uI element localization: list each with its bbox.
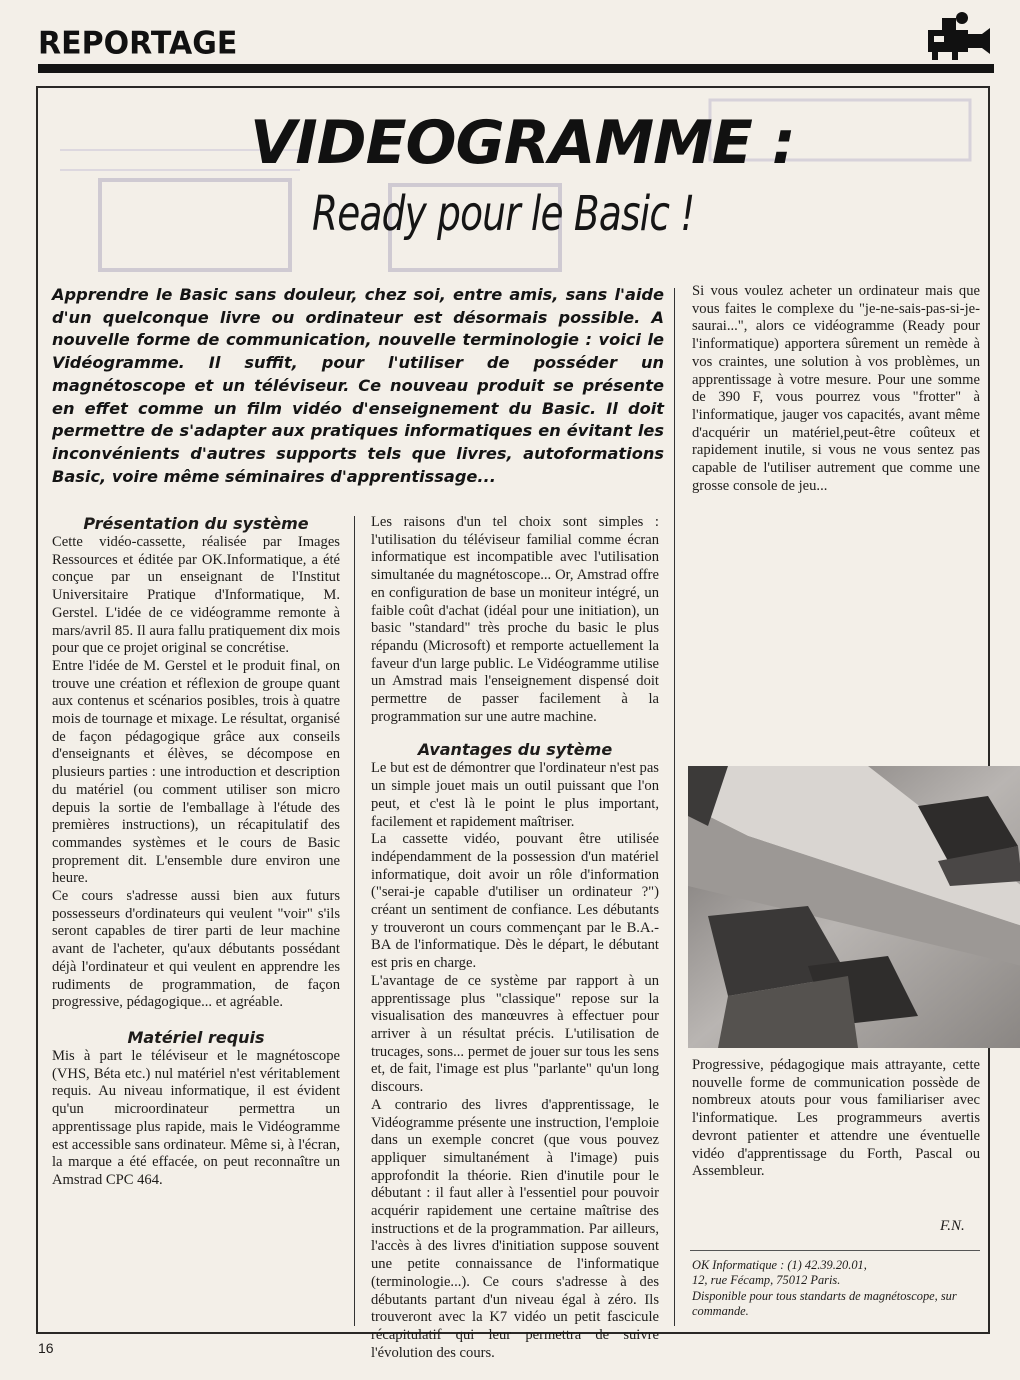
address-line: OK Informatique : (1) 42.39.20.01, xyxy=(692,1258,867,1272)
column-2 xyxy=(371,514,659,1362)
section-label: REPORTAGE xyxy=(38,25,238,62)
header-rule xyxy=(38,64,994,73)
page-number: 16 xyxy=(38,1340,54,1356)
column-rule xyxy=(674,288,675,1326)
video-camera-icon xyxy=(922,8,992,60)
column-3 xyxy=(692,283,980,495)
column-rule xyxy=(354,516,355,1326)
paragraph: Cette vidéo-cassette, réalisée par Images Ressources et éditée par OK.Informatique, a été conçue par un enseignant de l'Institut Universitaire Pratique d'Informatique, M. Gerstel. L'idée de ce vidéogramme remonte à mars/avril 85. Il aura fallu pratiquement dix mois pour que ce projet original se concrétise. xyxy=(52,534,340,657)
section-heading-materiel: Matériel requis xyxy=(127,1027,265,1047)
paragraph: Si vous voulez acheter un ordinateur mais que vous faites le complexe du "je-ne-sais-pas-si-je-saurai...", alors ce vidéogramme (Ready pour l'informatique) apportera sûrement un remède à vos craintes, une solution à vos problèmes, un apprentissage à votre mesure. Pour une somme de 390 F, vous pourrez vous "frotter" à l'informatique, jauger vos capacités, avant même d'acquérir un matériel,peut-être coûteux et rapidement inutile, si vous ne vous sentez pas capable de l'utiliser autrement que comme une grosse console de jeu... xyxy=(692,283,980,494)
section-heading-avantages: Avantages du sytème xyxy=(417,740,613,760)
paragraph: Les raisons d'un tel choix sont simples : l'utilisation du téléviseur familial comme écran informatique est incompatible avec l'utilisation simultanée du magnétoscope... Or, Amstrad offre en configuration de base un moniteur intégré, un faible coût d'achat (idéal pour une initiation), un basic "standard" très proche du basic le plus répandu (Microsoft) et remporte actuellement la faveur d'un large public. Le Vidéogramme utilise un Amstrad mais l'enseignement dispensé doit permettre de passer facilement à la programmation sur une autre machine. xyxy=(371,514,659,725)
column-3-bottom xyxy=(692,1057,980,1181)
section-heading-presentation: Présentation du système xyxy=(83,514,309,533)
paragraph: A contrario des livres d'apprentissage, le Vidéogramme présente une instruction, l'emploie dans un exemple concret (que vous pouvez appliquer simultanément à l'image) puis approfondit la théorie. Rien d'inutile pour le débutant : il faut aller à l'essentiel pour pouvoir acquérir rapidement une certaine maîtrise des instructions et de la programmation. Par ailleurs, l'accès à des livres d'initiation suppose souvent une petite connaissance de l'informatique (terminologie...). Ce cours s'adresse à des débutants partant d'un niveau égal à zéro. Ils trouveront avec la K7 vidéo un petit fascicule récapitulatif qui leur permettra de suivre l'évolution des cours. xyxy=(371,1096,659,1361)
paragraph: Ce cours s'adresse aussi bien aux futurs possesseurs d'ordinateurs qui veulent "voir" s'ils seront capables de tirer parti de leur machine avant de l'acheter, qu'aux débutants possédant déjà l'ordinateur et qui veulent en apprendre les rudiments de programmation, de façon progressive, pédagogique... et agréable. xyxy=(52,888,340,1011)
paragraph: La cassette vidéo, pouvant être utilisée indépendamment de la possession d'un matériel informatique, doit avoir un rôle d'information ("serai-je capable d'utiliser un ordinateur ?") créant un sentiment de confiance. Les débutants y trouveront un cours commençant par le B.A.-BA de l'informatique. Dès le départ, le débutant est pris en charge. xyxy=(371,831,659,972)
address-line: Disponible pour tous standarts de magnétoscope, sur commande. xyxy=(692,1288,957,1319)
article-subtitle: Ready pour le Basic ! xyxy=(312,186,695,242)
author-signature: F.N. xyxy=(940,1218,965,1234)
address-rule xyxy=(690,1250,980,1251)
column-1 xyxy=(52,514,340,1190)
article-intro: Apprendre le Basic sans douleur, chez soi, entre amis, sans l'aide d'un quelconque livre ou ordinateur est désormais possible. A nouvelle forme de communication, nouvelle terminologie : voici le Vidéogramme. Il suffit, pour l'utiliser de posséder un magnétoscope et un téléviseur. Ce nouveau produit se présente en effet comme un film vidéo d'enseignement du Basic. Il doit permettre de s'adapter aux pratiques informatiques en évitant les inconvénients d'autres supports tels que livres, autoformations Basic, voire même séminaires d'apprentissage... xyxy=(52,285,664,486)
paragraph: L'avantage de ce système par rapport à un apprentissage plus "classique" repose sur la visualisation des manœuvres à effectuer pour arriver à un résultat précis. L'utilisation de trucages, sons... permet de jouer sur tous les sens et, de fait, l'image est plus "parlante" qu'un long discours. xyxy=(371,972,659,1096)
paragraph: Le but est de démontrer que l'ordinateur n'est pas un simple jouet mais un outil puissant que l'on peut, et c'est là le point le plus important, facilement et rapidement maîtriser. xyxy=(371,760,659,830)
keyboard-photo xyxy=(688,766,1020,1048)
publisher-address xyxy=(692,1258,988,1320)
paragraph: Entre l'idée de M. Gerstel et le produit final, on trouve une création et réflexion de groupe quant aux contenus et scénarios posibles, trois à quatre mois de tournage et mixage. Le résultat, organisé de façon pédagogique grâce aux conseils d'enseignants et élèves, se décompose en plusieurs parties : une introduction et description du matériel (ou comment utiliser son micro depuis la sortie de l'emballage à l'étude des premières instructions), un récapitulatif des commandes systèmes et le cours de Basic proprement dit. L'ensemble dure environ une heure. xyxy=(52,657,340,887)
address-line: 12, rue Fécamp, 75012 Paris. xyxy=(692,1273,841,1288)
article-title: VIDEOGRAMME : xyxy=(250,108,795,178)
paragraph: Progressive, pédagogique mais attrayante, cette nouvelle forme de communication possède de nombreux atouts pour vous familiariser avec l'informatique. Les programmeurs avertis devront patienter et attendre une éventuelle vidéo d'apprentissage du Forth, Pascal ou Assembleur. xyxy=(692,1057,980,1180)
paragraph: Mis à part le téléviseur et le magnétoscope (VHS, Béta etc.) nul matériel n'est véritablement requis. Au niveau informatique, il est évident qu'un microordinateur permettra un apprentissage plus rapide, mais le Vidéogramme est accessible sans ordinateur. Même si, à l'écran, la marque a été effacée, on peut reconnaître un Amstrad CPC 464. xyxy=(52,1047,340,1188)
